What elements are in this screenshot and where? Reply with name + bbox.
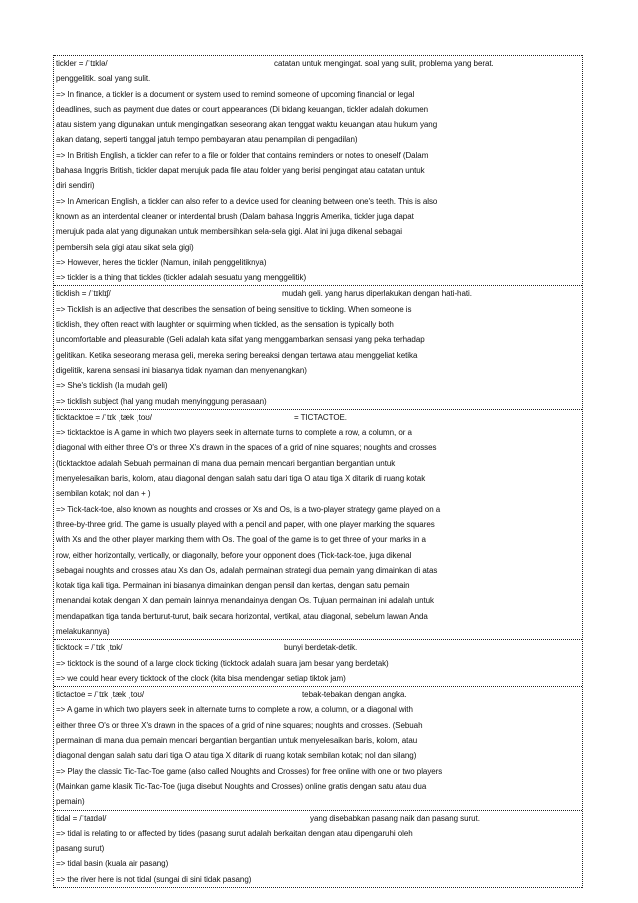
entry-body-line: merujuk pada alat yang digunakan untuk membersihkan sela-sela gigi. Alat ini juga dikenal sebagai [56, 227, 403, 237]
entry-body-line: => tidal basin (kuala air pasang) [56, 859, 169, 869]
entry-header [54, 640, 582, 655]
entry-definition-continued: penggelitik. soal yang sulit. [56, 74, 151, 84]
entry-body [54, 702, 582, 809]
entry-body [54, 302, 582, 409]
entry-ticklish [54, 285, 582, 408]
entry-body-line: pembersih sela gigi atau sikat sela gigi) [56, 242, 194, 252]
entry-body-line: => ticktock is the sound of a large clock ticking (ticktock adalah suara jam besar yang berdetak) [56, 658, 389, 668]
entry-body-line: permainan di mana dua pemain mencari bergantian bergantian untuk menyelesaikan baris, kolom, atau [56, 736, 418, 746]
entry-term: tidal = /ˈtaɪdəl/ [56, 813, 107, 823]
entry-body [54, 656, 582, 687]
entry-body-line: pemain) [56, 797, 85, 807]
entry-tictactoe [54, 686, 582, 809]
entry-definition: tebak-tebakan dengan angka. [302, 690, 407, 700]
entry-body-line: mendapatkan tiga tanda berturut-turut, baik secara horizontal, vertikal, atau diagonal, sebelum lawan Anda [56, 611, 428, 621]
entry-body-line: deadlines, such as payment due dates or court appearances (Di bidang keuangan, tickler adalah dokumen [56, 104, 429, 114]
entry-body-line: akan datang, seperti tanggal jatuh tempo pembayaran atau penampilan di pengadilan) [56, 135, 358, 145]
entry-term: tickler = /ˈtɪklə/ [56, 59, 108, 68]
entry-body-line: gelitikan. Ketika seseorang merasa geli, mereka sering bereaksi dengan tertawa atau menggeliat ketika [56, 350, 418, 360]
entry-ticktacktoe [54, 409, 582, 639]
entry-body-line: row, either horizontally, vertically, or diagonally, before your opponent does (Tick-tack-toe, juga dikenal [56, 550, 412, 560]
entry-body-line: => ticktacktoe is A game in which two players seek in alternate turns to complete a row, a column, or a [56, 428, 412, 438]
entry-body-line: menandai kotak dengan X dan pemain lainnya menandainya dengan Os. Tujuan permainan ini adalah untuk [56, 596, 434, 606]
entry-body-line: (Mainkan game klasik Tic-Tac-Toe (juga disebut Noughts and Crosses) online gratis dengan satu atau dua [56, 781, 427, 791]
entry-body-line: (ticktacktoe adalah Sebuah permainan di mana dua pemain mencari bergantian bergantian untuk [56, 458, 396, 468]
entry-body-line: melakukannya) [56, 626, 110, 636]
entry-body-line: diagonal dengan salah satu dari tiga O atau tiga X ditarik di ruang kotak sembilan kotak; nol dan silang) [56, 751, 417, 761]
entry-body-line: digelitik, karena sensasi ini biasanya tidak nyaman dan menyenangkan) [56, 365, 307, 375]
entry-body-line: sembilan kotak; nol dan + ) [56, 489, 151, 499]
entry-definition: mudah geli. yang harus diperlakukan dengan hati-hati. [282, 289, 472, 299]
entry-definition: catatan untuk mengingat. soal yang sulit, problema yang berat. [274, 59, 494, 68]
entry-body [54, 425, 582, 639]
entry-body-line: pasang surut) [56, 844, 105, 854]
entry-header [54, 410, 582, 425]
entry-definition: yang disebabkan pasang naik dan pasang surut. [310, 813, 480, 823]
entry-tidal [54, 810, 582, 888]
entry-header [54, 687, 582, 702]
entry-term: tictactoe = /ˈtɪk ˌtæk ˌtoʊ/ [56, 690, 145, 700]
entry-body-line: with Xs and the other player marking them with Os. The goal of the game is to get three of your marks in a [56, 535, 426, 545]
entry-body-line: => Play the classic Tic-Tac-Toe game (also called Noughts and Crosses) for free online with one or two players [56, 766, 443, 776]
entry-header [54, 286, 582, 301]
entry-body-line: three-by-three grid. The game is usually played with a pencil and paper, with one player marking the squares [56, 519, 435, 529]
entry-header [54, 811, 582, 826]
entry-body-line: => ticklish subject (hal yang mudah menyinggung perasaan) [56, 396, 267, 406]
entry-body-line: => Tick-tack-toe, also known as noughts and crosses or Xs and Os, is a two-player strategy game played on a [56, 504, 441, 514]
entry-body-line: sebagai noughts and crosses atau Xs dan Os, adalah permainan strategi dua pemain yang dimainkan di atas [56, 565, 438, 575]
entry-body-line: => In British English, a tickler can refer to a file or folder that contains reminders or notes to oneself (Dalam [56, 150, 429, 160]
entry-body-line: ticklish, they often react with laughter or squirming when tickled, as the sensation is typically both [56, 320, 394, 330]
entry-definition: = TICTACTOE. [294, 412, 347, 422]
entry-body [54, 87, 582, 286]
entry-term: ticklish = /ˈtɪklɪʃ/ [56, 289, 111, 299]
entry-term: ticktock = /ˈtɪk ˌtɒk/ [56, 643, 123, 653]
entry-body-line: uncomfortable and pleasurable (Geli adalah kata sifat yang menggambarkan sensasi yang peka terhadap [56, 335, 425, 345]
entry-body-line: => In finance, a tickler is a document or system used to remind someone of upcoming financial or legal [56, 89, 415, 99]
dictionary-document [53, 55, 583, 888]
entry-body-line: => tidal is relating to or affected by tides (pasang surut adalah berkaitan dengan atau dipengaruhi oleh [56, 828, 413, 838]
entry-ticktock [54, 639, 582, 686]
entry-body-line: menyelesaikan baris, kolom, atau diagonal dengan salah satu dari tiga O atau tiga X ditarik di ruang kotak [56, 474, 426, 484]
entry-body-line: diagonal with either three O's or three X's drawn in the spaces of a grid of nine squares; noughts and crosses [56, 443, 437, 453]
entry-term: ticktacktoe = /ˈtɪk ˌtæk ˌtoʊ/ [56, 412, 152, 422]
entry-body [54, 826, 582, 887]
entry-body-line: => In American English, a tickler can also refer to a device used for cleaning between one's teeth. This is also [56, 196, 438, 206]
entry-tickler [54, 55, 582, 285]
entry-body-line: => She's ticklish (Ia mudah geli) [56, 381, 168, 391]
entry-body-line: bahasa Inggris British, tickler dapat merujuk pada file atau folder yang berisi pengingat atau catatan untuk [56, 166, 425, 176]
entry-header [54, 56, 582, 71]
entry-body-line: => However, heres the tickler (Namun, inilah penggelitiknya) [56, 257, 267, 267]
entry-body-line: atau sistem yang digunakan untuk mengingatkan seseorang akan tenggat waktu keuangan atau hukum yang [56, 120, 438, 130]
entry-body-line: => Ticklish is an adjective that describes the sensation of being sensitive to tickling. When someone is [56, 304, 412, 314]
entry-body-line: either three O's or three X's drawn in the spaces of a grid of nine squares; noughts and crosses. (Sebuah [56, 720, 423, 730]
entry-body-line: diri sendiri) [56, 181, 95, 191]
entry-body-line: => tickler is a thing that tickles (tickler adalah sesuatu yang menggelitik) [56, 273, 307, 283]
entry-body-line: kotak tiga kali tiga. Permainan ini biasanya dimainkan dengan pensil dan kertas, dengan satu pemain [56, 581, 410, 591]
entry-body-line: => A game in which two players seek in alternate turns to complete a row, a column, or a diagonal with [56, 705, 413, 715]
entry-body-line: known as an interdental cleaner or interdental brush (Dalam bahasa Inggris Amerika, tickler juga dapat [56, 211, 414, 221]
entry-body-line: => we could hear every ticktock of the clock (kita bisa mendengar setiap tiktok jam) [56, 673, 346, 683]
entry-body-line: => the river here is not tidal (sungai di sini tidak pasang) [56, 874, 252, 884]
entry-definition: bunyi berdetak-detik. [284, 643, 358, 653]
